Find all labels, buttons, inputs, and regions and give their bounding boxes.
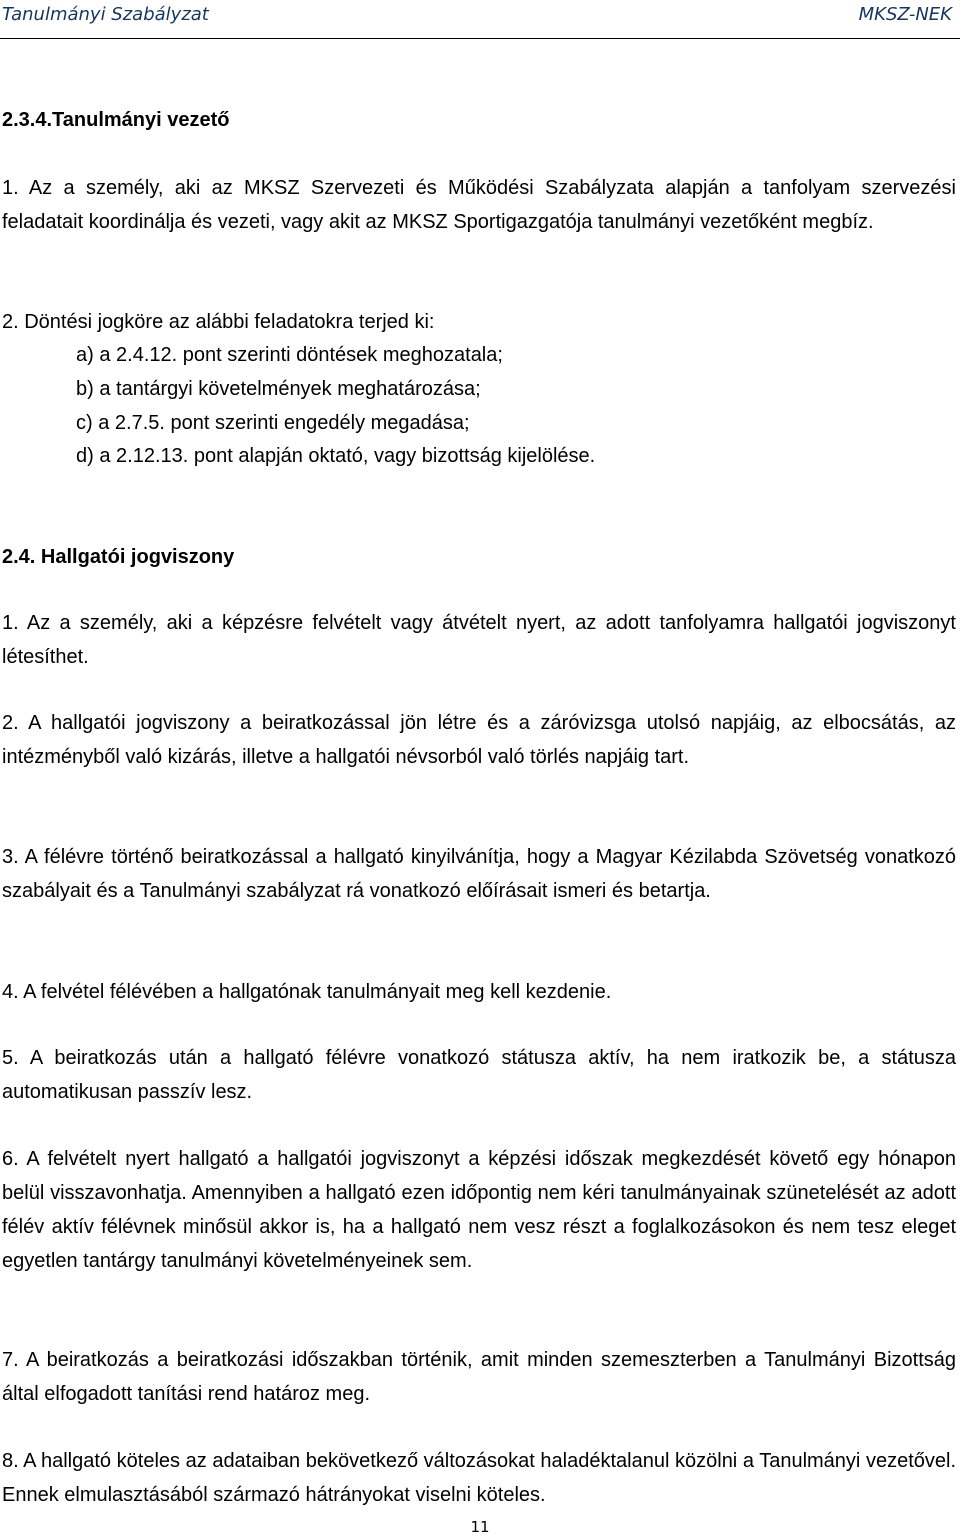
paragraph-2-4-1: 1. Az a személy, aki a képzésre felvételt vagy átvételt nyert, az adott tanfolyamra hallgatói jogviszonyt létesíthet.	[2, 612, 956, 668]
list-item: d) a 2.12.13. pont alapján oktató, vagy bizottság kijelölése.	[76, 445, 596, 467]
paragraph-2-3-4-1: 1. Az a személy, aki az MKSZ Szervezeti és Működési Szabályzata alapján a tanfolyam szervezési feladatait koordinálja és vezeti, vagy akit az MKSZ Sportigazgatója tanulmányi vezetőként megbíz.	[2, 177, 956, 233]
paragraph-2-3-4-2: 2. Döntési jogköre az alábbi feladatokra terjed ki:	[2, 311, 435, 333]
section-heading-2-4: 2.4. Hallgatói jogviszony	[2, 546, 235, 568]
paragraph-2-4-3: 3. A félévre történő beiratkozással a hallgató kinyilvánítja, hogy a Magyar Kézilabda Szövetség vonatkozó szabályait és a Tanulmányi szabályzat rá vonatkozó előírásait ismeri és betartja.	[2, 846, 956, 902]
page-number: 11	[470, 1518, 490, 1536]
paragraph-2-4-2: 2. A hallgatói jogviszony a beiratkozással jön létre és a záróvizsga utolsó napjáig, az elbocsátás, az intézményből való kizárás, illetve a hallgatói névsorból való törlés napjáig tart.	[2, 712, 956, 768]
list-item: b) a tantárgyi követelmények meghatározása;	[76, 378, 481, 400]
section-heading-2-3-4: 2.3.4.Tanulmányi vezető	[2, 109, 230, 131]
list-item: c) a 2.7.5. pont szerinti engedély megadása;	[76, 412, 470, 434]
paragraph-2-4-6: 6. A felvételt nyert hallgató a hallgatói jogviszonyt a képzési időszak megkezdését követő egy hónapon belül visszavonhatja. Amennyiben a hallgató ezen időpontig nem kéri tanulmányainak szünetelését az adott félév aktív félévnek minősül akkor is, ha a hallgató nem vesz részt a foglalkozásokon és nem tesz eleget egyetlen tantárgy tanulmányi követelményeinek sem.	[2, 1148, 956, 1272]
header-document-title: Tanulmányi Szabályzat	[2, 4, 209, 25]
paragraph-2-4-5: 5. A beiratkozás után a hallgató félévre vonatkozó státusza aktív, ha nem iratkozik be, a státusza automatikusan passzív lesz.	[2, 1047, 956, 1103]
header-organization: MKSZ-NEK	[858, 4, 952, 25]
paragraph-2-4-8: 8. A hallgató köteles az adataiban bekövetkező változásokat haladéktalanul közölni a Tanulmányi vezetővel. Ennek elmulasztásából származó hátrányokat viselni köteles.	[2, 1450, 956, 1506]
list-item: a) a 2.4.12. pont szerinti döntések meghozatala;	[76, 344, 503, 366]
paragraph-2-4-7: 7. A beiratkozás a beiratkozási időszakban történik, amit minden szemeszterben a Tanulmányi Bizottság által elfogadott tanítási rend határoz meg.	[2, 1349, 956, 1405]
page-header	[0, 0, 960, 39]
paragraph-2-4-4: 4. A felvétel félévében a hallgatónak tanulmányait meg kell kezdenie.	[2, 981, 612, 1003]
